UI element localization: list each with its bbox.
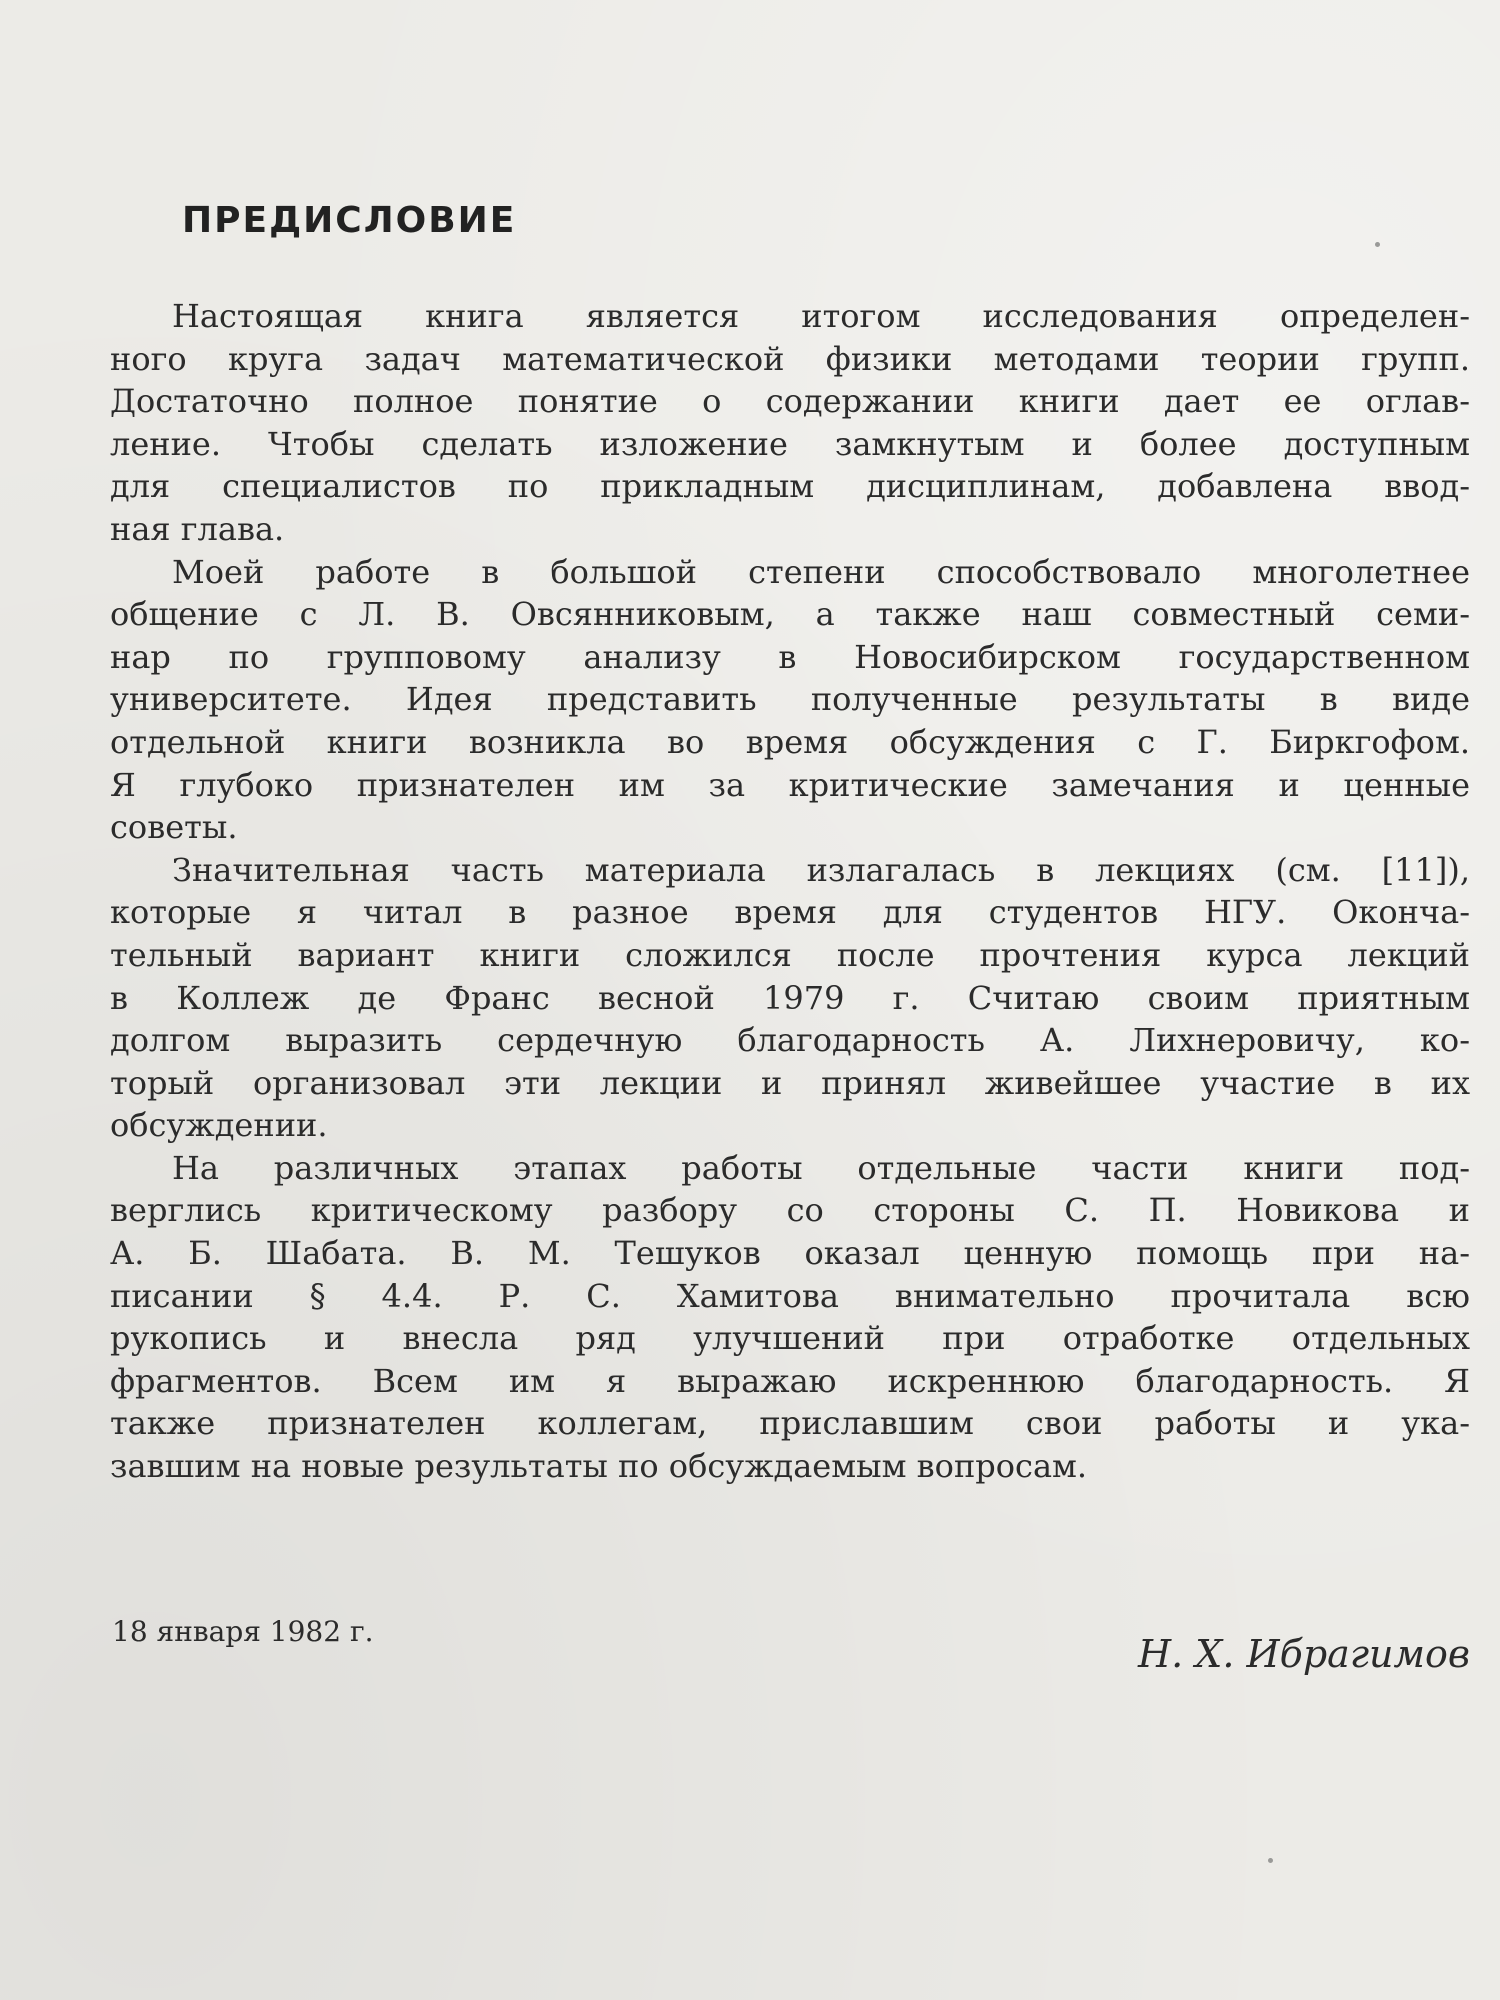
text-line: Достаточно полное понятие о содержании книги дает ее оглав-	[110, 382, 1470, 421]
text-line: Я глубоко признателен им за критические замечания и ценные	[110, 765, 1470, 804]
text-line: университете. Идея представить полученные результаты в виде	[110, 680, 1470, 719]
text-line: советы.	[110, 808, 238, 847]
text-line: На различных этапах работы отдельные части книги под-	[172, 1148, 1470, 1187]
author-signature: Н. Х. Ибрагимов	[1138, 1632, 1470, 1676]
text-line: общение с Л. В. Овсянниковым, а также наш совместный семи-	[110, 595, 1470, 634]
text-line: ная глава.	[110, 509, 285, 548]
paragraph-3	[110, 849, 1470, 1147]
paragraph-4	[110, 1147, 1470, 1488]
preface-body	[110, 295, 1470, 1488]
page-title: ПРЕДИСЛОВИЕ	[182, 200, 517, 241]
text-line: отдельной книги возникла во время обсуждения с Г. Биркгофом.	[110, 722, 1470, 761]
text-line: завшим на новые результаты по обсуждаемым вопросам.	[110, 1447, 1088, 1486]
text-line: ление. Чтобы сделать изложение замкнутым и более доступным	[110, 424, 1470, 463]
text-line: для специалистов по прикладным дисциплинам, добавлена ввод-	[110, 467, 1470, 506]
text-line: Моей работе в большой степени способствовало многолетнее	[172, 552, 1470, 591]
text-line: которые я читал в разное время для студентов НГУ. Оконча-	[110, 893, 1470, 932]
text-line: долгом выразить сердечную благодарность А. Лихнеровичу, ко-	[110, 1021, 1470, 1060]
text-line: А. Б. Шабата. В. М. Тешуков оказал ценную помощь при на-	[110, 1234, 1470, 1273]
text-line: в Коллеж де Франс весной 1979 г. Считаю своим приятным	[110, 978, 1470, 1017]
text-line: обсуждении.	[110, 1106, 328, 1145]
text-line: верглись критическому разбору со стороны С. П. Новикова и	[110, 1191, 1470, 1230]
text-line: нар по групповому анализу в Новосибирском государственном	[110, 637, 1470, 676]
text-line: Значительная часть материала излагалась в лекциях (см. [11]),	[172, 850, 1470, 889]
text-line: тельный вариант книги сложился после прочтения курса лекций	[110, 935, 1470, 974]
text-line: рукопись и внесла ряд улучшений при отработке отдельных	[110, 1319, 1470, 1358]
text-line: ного круга задач математической физики методами теории групп.	[110, 339, 1470, 378]
text-line: Настоящая книга является итогом исследования определен-	[172, 297, 1470, 335]
text-line: также признателен коллегам, приславшим свои работы и ука-	[110, 1404, 1470, 1443]
text-line: писании § 4.4. Р. С. Хамитова внимательно прочитала всю	[110, 1276, 1470, 1315]
text-line: торый организовал эти лекции и принял живейшее участие в их	[110, 1063, 1470, 1102]
paragraph-2	[110, 551, 1470, 849]
paragraph-1	[110, 295, 1470, 551]
paper-speck	[1375, 242, 1380, 247]
preface-date: 18 января 1982 г.	[112, 1615, 374, 1648]
paper-speck	[1268, 1858, 1273, 1863]
text-line: фрагментов. Всем им я выражаю искреннюю благодарность. Я	[110, 1361, 1470, 1400]
